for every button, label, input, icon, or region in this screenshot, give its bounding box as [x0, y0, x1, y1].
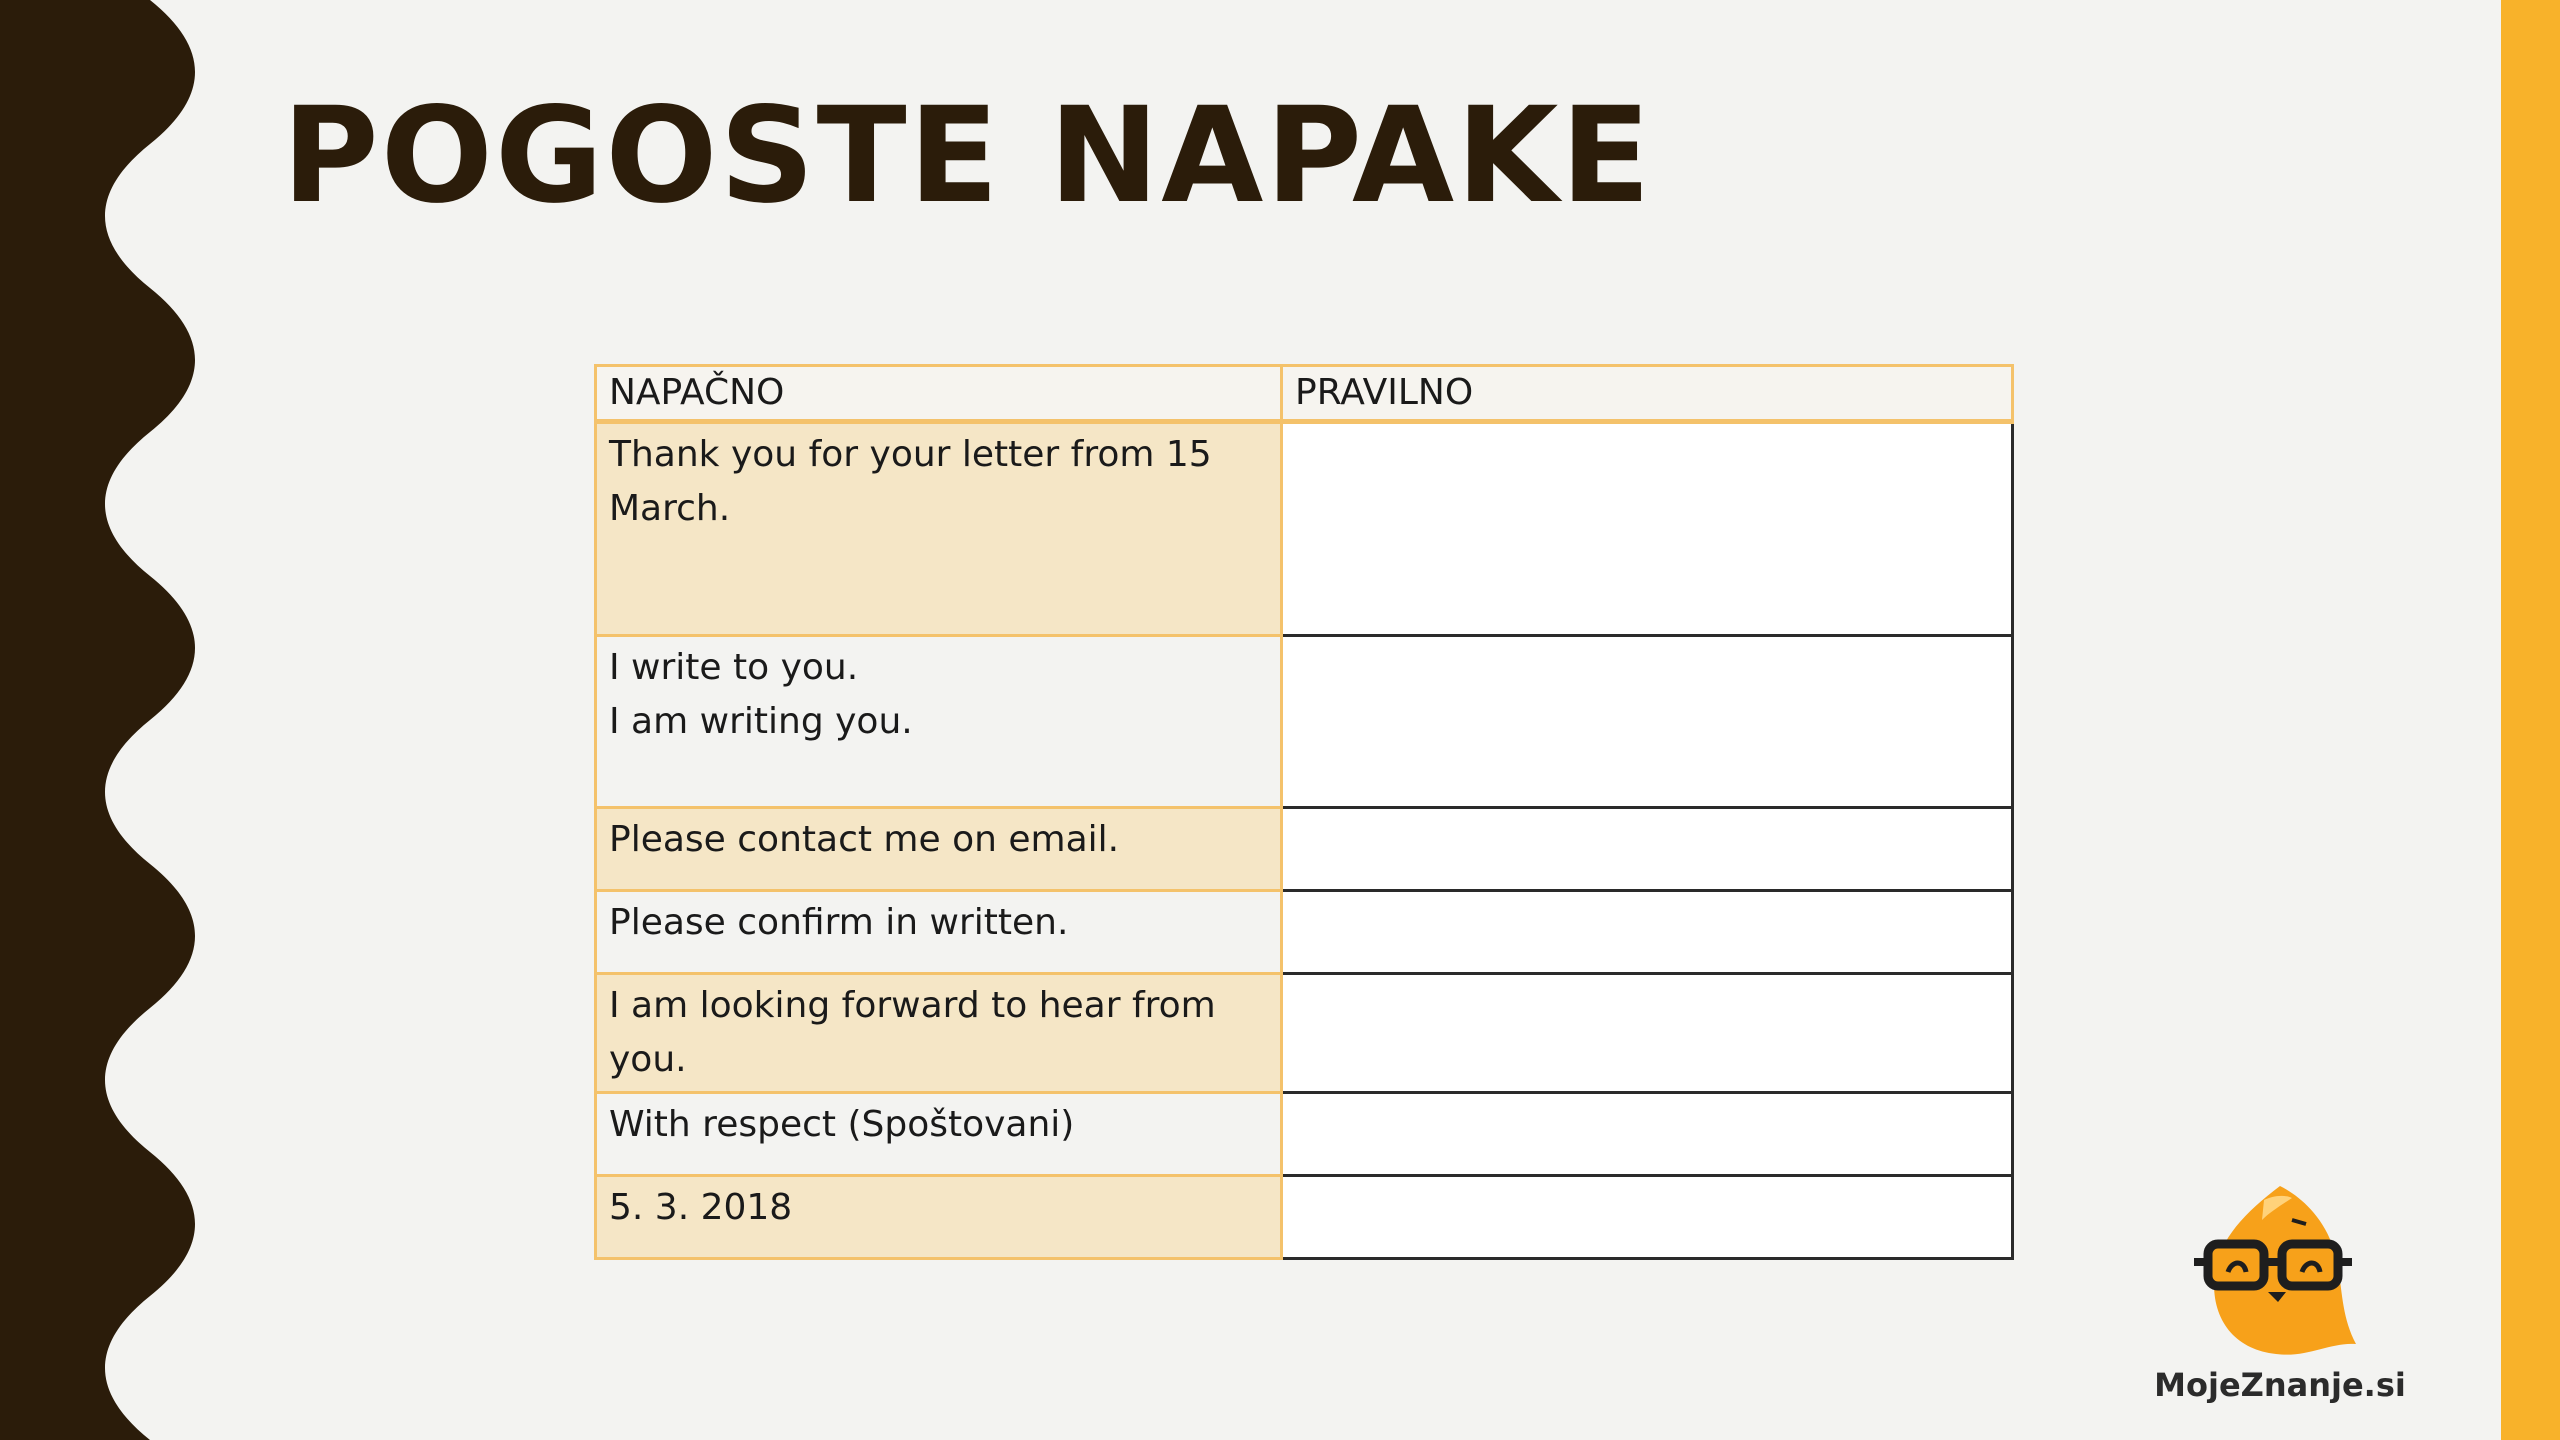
correct-cell[interactable]: [1282, 808, 2013, 891]
header-correct: PRAVILNO: [1282, 366, 2013, 422]
wrong-cell: Please confirm in written.: [596, 891, 1282, 974]
wrong-cell: 5. 3. 2018: [596, 1176, 1282, 1259]
correct-cell[interactable]: [1282, 422, 2013, 636]
right-accent-bar: [2501, 0, 2560, 1440]
correct-cell[interactable]: [1282, 974, 2013, 1093]
table-row: [596, 974, 2013, 1093]
correct-cell[interactable]: [1282, 891, 2013, 974]
logo-text: MojeZnanje.si: [2154, 1366, 2406, 1404]
wrong-cell: Please contact me on email.: [596, 808, 1282, 891]
table-row: [596, 808, 2013, 891]
correct-cell[interactable]: [1282, 636, 2013, 808]
wrong-line: I write to you.: [609, 647, 859, 688]
wrong-line: I am writing you.: [609, 701, 913, 742]
correct-cell[interactable]: [1282, 1093, 2013, 1176]
mojeznanje-logo[interactable]: [2150, 1180, 2410, 1420]
wrong-cell: [596, 636, 1282, 808]
table-row: [596, 1176, 2013, 1259]
table-row: [596, 891, 2013, 974]
table-row: [596, 636, 2013, 808]
table-row: [596, 422, 2013, 636]
wrong-cell: With respect (Spoštovani): [596, 1093, 1282, 1176]
wrong-cell: Thank you for your letter from 15 March.: [596, 422, 1282, 636]
left-wave-decoration: [0, 0, 200, 1440]
table-row: [596, 1093, 2013, 1176]
table-header-row: [596, 366, 2013, 422]
correct-cell[interactable]: [1282, 1176, 2013, 1259]
owl-glasses-icon: [2180, 1180, 2380, 1370]
header-wrong: NAPAČNO: [596, 366, 1282, 422]
slide-title: POGOSTE NAPAKE: [282, 79, 1653, 233]
mistakes-table: [594, 364, 2014, 1260]
wrong-cell: I am looking forward to hear from you.: [596, 974, 1282, 1093]
